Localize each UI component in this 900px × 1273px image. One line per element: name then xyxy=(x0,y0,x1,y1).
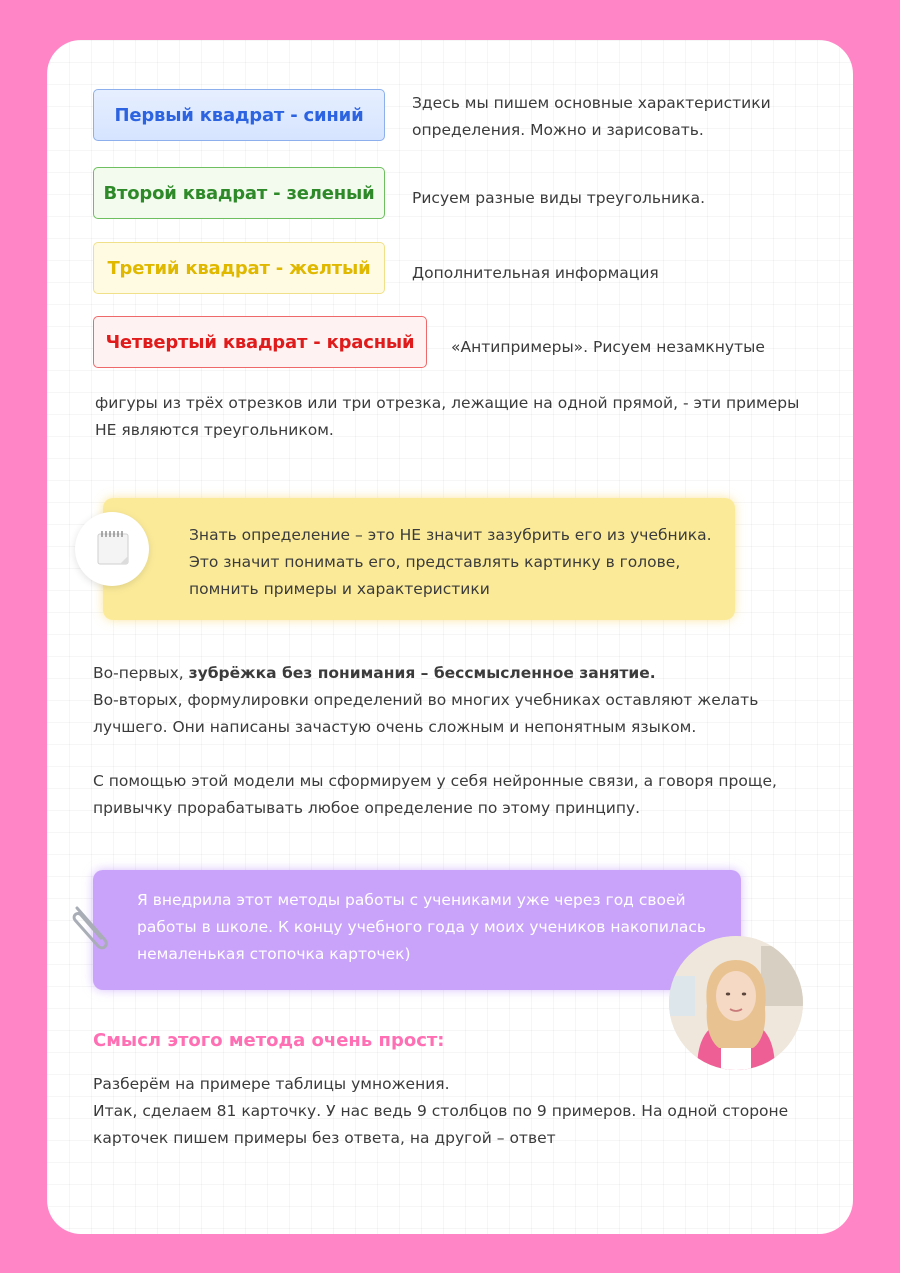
blue-desc-line: определения. Можно и зарисовать. xyxy=(412,121,704,139)
note-line: Это значит понимать его, представлять картинку в голове, xyxy=(189,553,681,571)
author-note-line: Я внедрила этот методы работы с учениками уже через год своей xyxy=(137,891,686,909)
green-square-label: Второй квадрат - зеленый xyxy=(93,167,385,219)
yellow-square-label: Третий квадрат - желтый xyxy=(93,242,385,294)
method-heading: Смысл этого метода очень прост: xyxy=(93,1030,445,1051)
blue-square-label: Первый квадрат - синий xyxy=(93,89,385,141)
body-line-1-prefix: Во-первых, xyxy=(93,664,189,682)
definition-note xyxy=(103,498,735,620)
author-note-line: работы в школе. К концу учебного года у моих учеников накопилась xyxy=(137,918,707,936)
body-line-5: привычку прорабатывать любое определение по этому принципу. xyxy=(93,799,641,817)
yellow-square-description: Дополнительная информация xyxy=(412,264,659,282)
body-line-2: Во-вторых, формулировки определений во многих учебниках оставляют желать xyxy=(93,691,759,709)
blue-desc-line: Здесь мы пишем основные характеристики xyxy=(412,94,771,112)
paperclip-icon xyxy=(67,900,117,956)
blue-square-description xyxy=(412,90,771,144)
author-note xyxy=(93,870,741,990)
method-line: Итак, сделаем 81 карточку. У нас ведь 9 столбцов по 9 примеров. На одной стороне xyxy=(93,1102,789,1120)
body-text xyxy=(93,660,813,822)
red-square-description: «Антипримеры». Рисуем незамкнутые xyxy=(451,338,765,356)
method-text xyxy=(93,1071,833,1152)
method-line: карточек пишем примеры без ответа, на другой – ответ xyxy=(93,1129,556,1147)
green-square-description: Рисуем разные виды треугольника. xyxy=(412,189,706,207)
body-spacer xyxy=(93,741,813,768)
body-line-4: С помощью этой модели мы сформируем у себя нейронные связи, а говоря проще, xyxy=(93,772,777,790)
notepad-icon xyxy=(75,512,149,586)
note-line: помнить примеры и характеристики xyxy=(189,580,490,598)
method-line: Разберём на примере таблицы умножения. xyxy=(93,1075,450,1093)
continuation-line: фигуры из трёх отрезков или три отрезка, лежащие на одной прямой, - эти примеры xyxy=(95,394,800,412)
author-avatar xyxy=(669,936,803,1070)
body-line-1-bold: зубрёжка без понимания – бессмысленное занятие. xyxy=(188,664,656,682)
definition-note-text xyxy=(189,522,712,603)
note-line: Знать определение – это НЕ значит зазубрить его из учебника. xyxy=(189,526,712,544)
body-line-1 xyxy=(93,660,813,687)
page-sheet xyxy=(47,40,853,1234)
red-square-continuation xyxy=(95,390,799,444)
author-note-text xyxy=(137,887,706,968)
author-note-line: немаленькая стопочка карточек) xyxy=(137,945,411,963)
red-square-label: Четвертый квадрат - красный xyxy=(93,316,427,368)
body-line-3: лучшего. Они написаны зачастую очень сложным и непонятным языком. xyxy=(93,718,697,736)
continuation-line: НЕ являются треугольником. xyxy=(95,421,334,439)
